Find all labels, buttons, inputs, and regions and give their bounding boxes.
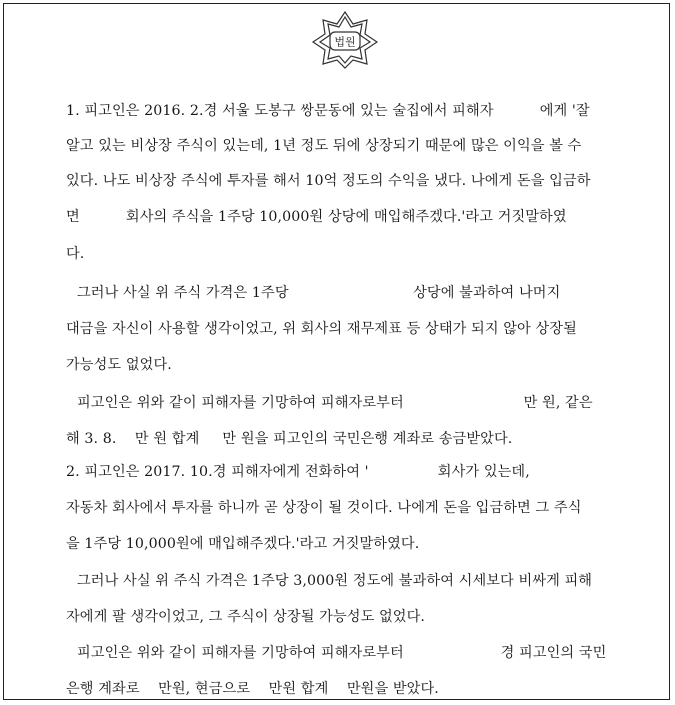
document-line: 피고인은 위와 같이 피해자를 기망하여 피해자로부터 경 피고인의 국민: [77, 645, 607, 661]
document-line: 자동차 회사에서 투자를 하니까 곧 상장이 될 것이다. 나에게 돈을 입금하면 그 주식: [66, 500, 582, 516]
document-line: 다.: [66, 246, 85, 262]
seal-text: 법원: [334, 35, 356, 49]
court-seal-icon: [309, 10, 381, 70]
document-line: 알고 있는 비상장 주식이 있는데, 1년 정도 뒤에 상장되기 때문에 많은 이익을 볼 수: [66, 138, 582, 154]
document-line: 피고인은 위와 같이 피해자를 기망하여 피해자로부터 만 원, 같은: [77, 395, 593, 411]
document-frame: [3, 3, 670, 700]
document-line: 있다. 나도 비상장 주식에 투자를 해서 10억 정도의 수익을 냈다. 나에게 돈을 입금하: [66, 173, 591, 189]
document-line: 은행 계좌로 만원, 현금으로 만원 합계 만원을 받았다.: [66, 681, 439, 697]
document-line: 해 3. 8. 만 원 합계 만 원을 피고인의 국민은행 계좌로 송금받았다.: [66, 431, 513, 447]
document-line: 면 회사의 주식을 1주당 10,000원 상당에 매입해주겠다.'라고 거짓말하였: [66, 209, 567, 225]
document-line: 을 1주당 10,000원에 매입해주겠다.'라고 거짓말하였다.: [66, 536, 420, 552]
document-line: 그러나 사실 위 주식 가격은 1주당 상당에 불과하여 나머지: [77, 285, 561, 301]
document-line: 1. 피고인은 2016. 2.경 서울 도봉구 쌍문동에 있는 술집에서 피해자 에게 '잘: [66, 103, 590, 119]
document-line: 대금을 자신이 사용할 생각이었고, 위 회사의 재무제표 등 상태가 되지 않아 상장될: [66, 321, 577, 337]
document-line: 그러나 사실 위 주식 가격은 1주당 3,000원 정도에 불과하여 시세보다 비싸게 피해: [77, 573, 593, 589]
document-line: 2. 피고인은 2017. 10.경 피해자에게 전화하여 ' 회사가 있는데,: [66, 464, 530, 480]
document-line: 자에게 팔 생각이었고, 그 주식이 상장될 가능성도 없었다.: [66, 609, 426, 625]
document-line: 가능성도 없었다.: [66, 357, 172, 373]
